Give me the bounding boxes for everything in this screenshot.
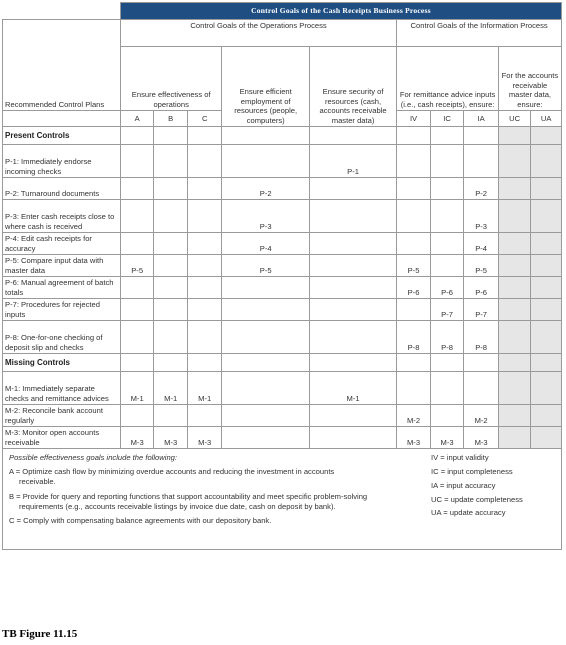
goal-cell-ua xyxy=(531,233,562,255)
goal-cell-b xyxy=(154,200,188,233)
goal-cell-uc xyxy=(498,321,531,354)
figure-caption: TB Figure 11.15 xyxy=(2,628,78,640)
goal-c-definition: C = Comply with compensating balance agreements with our depository bank. xyxy=(9,516,272,526)
control-plan-label: P-1: Immediately endorse incoming checks xyxy=(3,145,121,178)
control-matrix xyxy=(2,2,562,550)
goal-cell-eff: P-2 xyxy=(222,178,309,200)
goal-cell-uc xyxy=(498,200,531,233)
goal-cell-ia: M-3 xyxy=(464,427,499,449)
goal-cell-ua xyxy=(531,321,562,354)
goal-cell-a xyxy=(120,321,154,354)
control-plan-row xyxy=(3,233,562,255)
goal-cell-iv: M-3 xyxy=(397,427,431,449)
goal-cell-ic xyxy=(430,200,464,233)
goal-cell-c: M-3 xyxy=(187,427,222,449)
goal-cell-c xyxy=(187,255,222,277)
subheader-blank xyxy=(3,111,121,127)
section-blank-cell xyxy=(531,354,562,372)
efficiency-header: Ensure efficient employment of resources (people, computers) xyxy=(222,47,309,127)
goal-cell-eff xyxy=(222,299,309,321)
goal-cell-iv xyxy=(397,145,431,178)
goal-cell-ic xyxy=(430,255,464,277)
goal-cell-b xyxy=(154,277,188,299)
goal-cell-a xyxy=(120,233,154,255)
control-plan-label: P-6: Manual agreement of batch totals xyxy=(3,277,121,299)
goal-cell-iv xyxy=(397,233,431,255)
goal-cell-ua xyxy=(531,372,562,405)
control-goals-table xyxy=(2,2,562,449)
goal-cell-a xyxy=(120,277,154,299)
section-blank-cell xyxy=(430,354,464,372)
corner-blank xyxy=(3,3,121,20)
control-plan-row xyxy=(3,427,562,449)
abbr-ia: IA = input accuracy xyxy=(431,480,496,490)
goal-cell-c xyxy=(187,277,222,299)
goal-cell-b xyxy=(154,178,188,200)
control-plan-row xyxy=(3,372,562,405)
goal-cell-sec xyxy=(309,255,396,277)
section-blank-cell xyxy=(222,354,309,372)
goal-cell-b xyxy=(154,255,188,277)
control-plan-row xyxy=(3,277,562,299)
goal-cell-sec: P-1 xyxy=(309,145,396,178)
goal-cell-eff xyxy=(222,372,309,405)
section-blank-cell xyxy=(120,354,154,372)
goal-cell-ua xyxy=(531,255,562,277)
goal-cell-sec xyxy=(309,178,396,200)
subheader-iv: IV xyxy=(397,111,431,127)
control-plan-label: M-3: Monitor open accounts receivable xyxy=(3,427,121,449)
goal-cell-a: P-5 xyxy=(120,255,154,277)
goal-cell-a: M-3 xyxy=(120,427,154,449)
goal-cell-sec xyxy=(309,321,396,354)
goal-cell-c xyxy=(187,405,222,427)
goal-cell-uc xyxy=(498,255,531,277)
control-plan-row xyxy=(3,178,562,200)
goal-cell-uc xyxy=(498,299,531,321)
section-blank-cell xyxy=(309,354,396,372)
goal-cell-ic: M-3 xyxy=(430,427,464,449)
goal-cell-ic xyxy=(430,145,464,178)
goal-b-definition: B = Provide for query and reporting functions that support accountability and meet specific problem-solving requirements (e.g., accounts receivable listings by invoice due date, cash on deposit by bank). xyxy=(9,491,368,511)
goal-cell-sec xyxy=(309,277,396,299)
goal-cell-c xyxy=(187,321,222,354)
control-plan-label: P-8: One-for-one checking of deposit slip and checks xyxy=(3,321,121,354)
control-plan-label: P-5: Compare input data with master data xyxy=(3,255,121,277)
goal-cell-ic xyxy=(430,178,464,200)
goal-cell-eff xyxy=(222,321,309,354)
section-blank-cell xyxy=(187,354,222,372)
goal-cell-ia xyxy=(464,145,499,178)
subheader-uc: UC xyxy=(498,111,531,127)
goal-cell-iv xyxy=(397,299,431,321)
section-blank-cell xyxy=(309,127,396,145)
section-blank-cell xyxy=(154,354,188,372)
subheader-c: C xyxy=(187,111,222,127)
goal-cell-ia: P-7 xyxy=(464,299,499,321)
goal-cell-b: M-3 xyxy=(154,427,188,449)
plans-header: Recommended Control Plans xyxy=(3,20,121,111)
goal-a-definition: A = Optimize cash flow by minimizing overdue accounts and reducing the investment in accounts receivable. xyxy=(9,467,335,486)
goal-cell-ua xyxy=(531,405,562,427)
goal-cell-sec xyxy=(309,427,396,449)
goal-cell-ua xyxy=(531,277,562,299)
goal-cell-ia: P-8 xyxy=(464,321,499,354)
goal-cell-eff xyxy=(222,277,309,299)
control-plan-label: P-4: Edit cash receipts for accuracy xyxy=(3,233,121,255)
present-controls-heading: Present Controls xyxy=(3,127,121,145)
goal-cell-a xyxy=(120,200,154,233)
goal-cell-a: M-1 xyxy=(120,372,154,405)
goal-cell-ia: P-4 xyxy=(464,233,499,255)
goal-cell-eff xyxy=(222,145,309,178)
goal-cell-ic: P-8 xyxy=(430,321,464,354)
goal-cell-ia: P-6 xyxy=(464,277,499,299)
goal-cell-b xyxy=(154,145,188,178)
goal-cell-ic: P-6 xyxy=(430,277,464,299)
goal-cell-eff: P-4 xyxy=(222,233,309,255)
goal-cell-ic xyxy=(430,372,464,405)
section-blank-cell xyxy=(531,127,562,145)
goal-cell-iv xyxy=(397,200,431,233)
goal-cell-eff: P-3 xyxy=(222,200,309,233)
goal-cell-eff xyxy=(222,427,309,449)
operations-goals-header: Control Goals of the Operations Process xyxy=(120,20,396,47)
goal-cell-b xyxy=(154,321,188,354)
goal-cell-ua xyxy=(531,200,562,233)
goal-cell-eff: P-5 xyxy=(222,255,309,277)
abbr-iv: IV = input validity xyxy=(431,453,489,462)
goal-cell-ua xyxy=(531,299,562,321)
goal-cell-b: M-1 xyxy=(154,372,188,405)
goal-cell-iv: P-8 xyxy=(397,321,431,354)
goal-cell-iv: P-6 xyxy=(397,277,431,299)
goal-cell-sec xyxy=(309,405,396,427)
missing-controls-heading: Missing Controls xyxy=(3,354,121,372)
goal-cell-iv xyxy=(397,178,431,200)
notes-intro: Possible effectiveness goals include the following: xyxy=(9,453,178,462)
abbreviation-legend xyxy=(431,453,561,522)
subheader-b: B xyxy=(154,111,188,127)
goal-cell-sec xyxy=(309,299,396,321)
information-goals-header: Control Goals of the Information Process xyxy=(397,20,562,47)
control-plan-label: P-7: Procedures for rejected inputs xyxy=(3,299,121,321)
goal-cell-ia xyxy=(464,372,499,405)
goal-cell-c: M-1 xyxy=(187,372,222,405)
goal-cell-c xyxy=(187,299,222,321)
control-plan-label: P-2: Turnaround documents xyxy=(3,178,121,200)
control-plan-label: P-3: Enter cash receipts close to where cash is received xyxy=(3,200,121,233)
goal-cell-iv: P-5 xyxy=(397,255,431,277)
goal-cell-uc xyxy=(498,372,531,405)
section-blank-cell xyxy=(498,354,531,372)
goal-cell-b xyxy=(154,299,188,321)
subheader-ia: IA xyxy=(464,111,499,127)
abbr-ua: UA = update accuracy xyxy=(431,508,506,518)
control-plan-label: M-2: Reconcile bank account regularly xyxy=(3,405,121,427)
abbr-uc: UC = update completeness xyxy=(431,494,523,504)
goal-cell-ia: P-5 xyxy=(464,255,499,277)
goal-cell-uc xyxy=(498,145,531,178)
control-plan-row xyxy=(3,145,562,178)
goal-cell-sec xyxy=(309,200,396,233)
goal-cell-a xyxy=(120,178,154,200)
remittance-header: For remittance advice inputs (i.e., cash receipts), ensure: xyxy=(397,47,499,111)
goal-cell-ic: P-7 xyxy=(430,299,464,321)
effectiveness-header: Ensure effectiveness of operations xyxy=(120,47,222,111)
subheader-ic: IC xyxy=(430,111,464,127)
goal-definitions xyxy=(9,453,369,531)
section-blank-cell xyxy=(120,127,154,145)
control-plan-row xyxy=(3,321,562,354)
subheader-ua: UA xyxy=(531,111,562,127)
section-blank-cell xyxy=(397,354,431,372)
control-plan-label: M-1: Immediately separate checks and remittance advices xyxy=(3,372,121,405)
control-plan-row xyxy=(3,255,562,277)
goal-cell-ia: M-2 xyxy=(464,405,499,427)
goal-cell-sec xyxy=(309,233,396,255)
table-title: Control Goals of the Cash Receipts Business Process xyxy=(120,3,561,20)
abbr-ic: IC = input completeness xyxy=(431,466,513,476)
goal-cell-ua xyxy=(531,145,562,178)
goal-cell-uc xyxy=(498,427,531,449)
goal-cell-c xyxy=(187,200,222,233)
goal-cell-a xyxy=(120,299,154,321)
goal-cell-uc xyxy=(498,405,531,427)
section-blank-cell xyxy=(430,127,464,145)
goal-cell-ia: P-2 xyxy=(464,178,499,200)
goal-cell-eff xyxy=(222,405,309,427)
goal-cell-iv: M-2 xyxy=(397,405,431,427)
goal-cell-c xyxy=(187,233,222,255)
section-blank-cell xyxy=(397,127,431,145)
section-blank-cell xyxy=(464,127,499,145)
section-blank-cell xyxy=(464,354,499,372)
control-plan-row xyxy=(3,299,562,321)
control-plan-row xyxy=(3,405,562,427)
goal-cell-iv xyxy=(397,372,431,405)
subheader-a: A xyxy=(120,111,154,127)
notes-panel xyxy=(2,449,562,550)
goal-cell-ic xyxy=(430,233,464,255)
control-plan-row xyxy=(3,200,562,233)
goal-cell-c xyxy=(187,145,222,178)
goal-cell-uc xyxy=(498,277,531,299)
goal-cell-uc xyxy=(498,233,531,255)
goal-cell-ia: P-3 xyxy=(464,200,499,233)
goal-cell-ua xyxy=(531,427,562,449)
section-blank-cell xyxy=(154,127,188,145)
master-data-header: For the accounts receivable master data, ensure: xyxy=(498,47,561,111)
security-header: Ensure security of resources (cash, accounts receivable master data) xyxy=(309,47,396,127)
goal-cell-ic xyxy=(430,405,464,427)
goal-cell-ua xyxy=(531,178,562,200)
section-blank-cell xyxy=(498,127,531,145)
goal-cell-c xyxy=(187,178,222,200)
goal-cell-b xyxy=(154,405,188,427)
goal-cell-a xyxy=(120,145,154,178)
section-blank-cell xyxy=(187,127,222,145)
goal-cell-b xyxy=(154,233,188,255)
section-blank-cell xyxy=(222,127,309,145)
goal-cell-uc xyxy=(498,178,531,200)
goal-cell-sec: M-1 xyxy=(309,372,396,405)
goal-cell-a xyxy=(120,405,154,427)
